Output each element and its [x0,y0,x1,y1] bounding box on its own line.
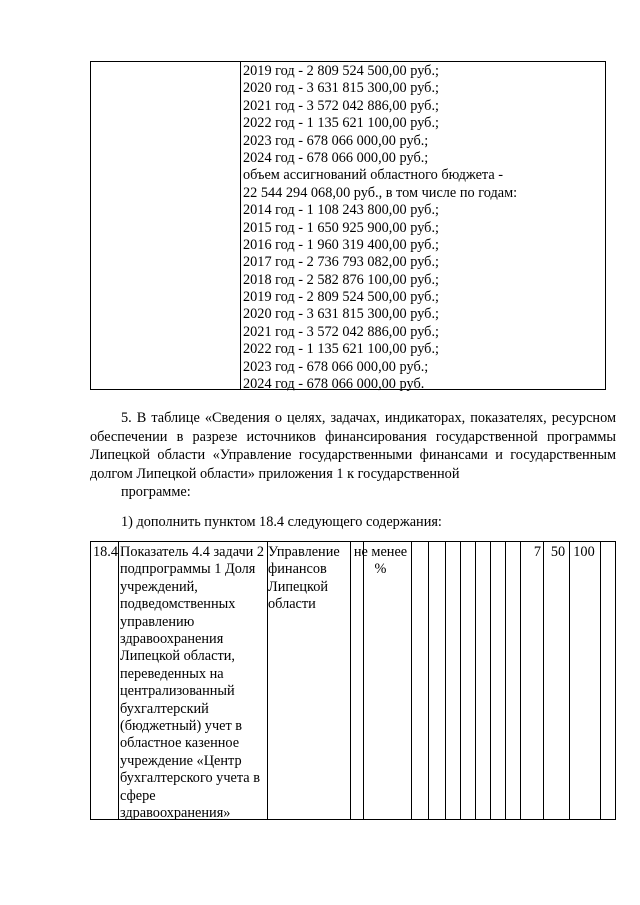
indicator-value: 7 [533,544,541,560]
paragraph-5-last-line: программе: [121,484,191,500]
paragraph-5 [90,409,616,502]
table-column-divider [240,62,241,389]
funding-line: объем ассигнований областного бюджета - [243,167,504,184]
table-column-divider [520,542,521,819]
indicator-value: 100 [573,544,595,560]
measurement-unit: не менее % [353,544,408,578]
table-column-divider [600,542,601,819]
funding-line: 2018 год - 2 582 876 100,00 руб.; [243,271,439,288]
funding-line: 2024 год - 678 066 000,00 руб. [243,376,425,393]
funding-line: 2020 год - 3 631 815 300,00 руб.; [243,80,439,97]
table-column-divider [363,542,364,819]
indicator-text: Показатель 4.4 задачи 2 подпрограммы 1 Доля учреждений, подведомственных управлению здравоохранения Липецкой области, переведенных на централизованный бухгалтерский (бюджетный) учет в областное казенное учреждение «Центр бухгалтерского учета в сфере здравоохранения» [120,544,265,822]
table-column-divider [490,542,491,819]
funding-line: 2019 год - 2 809 524 500,00 руб.; [243,63,439,79]
row-number: 18.4 [93,544,119,560]
funding-line: 2023 год - 678 066 000,00 руб.; [243,132,429,149]
funding-line: 2020 год - 3 631 815 300,00 руб.; [243,306,439,323]
table-column-divider [505,542,506,819]
paragraph-5-text: 5. В таблице «Сведения о целях, задачах, индикаторах, показателях, ресурсном обеспечении в разрезе источников финансирования государственной программы Липецкой области «Управление государственными финансами и государственным долгом Липецкой области» приложения 1 к государственной [90,410,616,482]
table-column-divider [569,542,570,819]
table-column-divider [445,542,446,819]
funding-line: 2014 год - 1 108 243 800,00 руб.; [243,202,439,219]
indicator-value: 50 [550,544,566,560]
table-column-divider [411,542,412,819]
funding-line: 22 544 294 068,00 руб., в том числе по годам: [243,184,518,201]
funding-line: 2019 год - 2 809 524 500,00 руб.; [243,289,439,306]
funding-line: 2022 год - 1 135 621 100,00 руб.; [243,115,439,132]
funding-lines [243,63,517,393]
funding-line: 2016 год - 1 960 319 400,00 руб.; [243,236,439,253]
funding-table [90,61,606,393]
funding-line: 2021 год - 3 572 042 886,00 руб.; [243,97,439,114]
subparagraph-1: 1) дополнить пунктом 18.4 следующего содержания: [121,514,442,530]
funding-line: 2017 год - 2 736 793 082,00 руб.; [243,254,439,271]
funding-line: 2024 год - 678 066 000,00 руб.; [243,149,429,166]
table-column-divider [543,542,544,819]
funding-line: 2023 год - 678 066 000,00 руб.; [243,358,429,375]
indicator-table [90,541,616,820]
table-column-divider [428,542,429,819]
funding-line: 2021 год - 3 572 042 886,00 руб.; [243,323,439,340]
table-column-divider [350,542,351,819]
table-column-divider [475,542,476,819]
responsible-executor: Управление финансов Липецкой области [268,544,340,613]
funding-line: 2022 год - 1 135 621 100,00 руб.; [243,341,439,358]
table-column-divider [118,542,119,819]
table-column-divider [460,542,461,819]
funding-line: 2015 год - 1 650 925 900,00 руб.; [243,219,439,236]
